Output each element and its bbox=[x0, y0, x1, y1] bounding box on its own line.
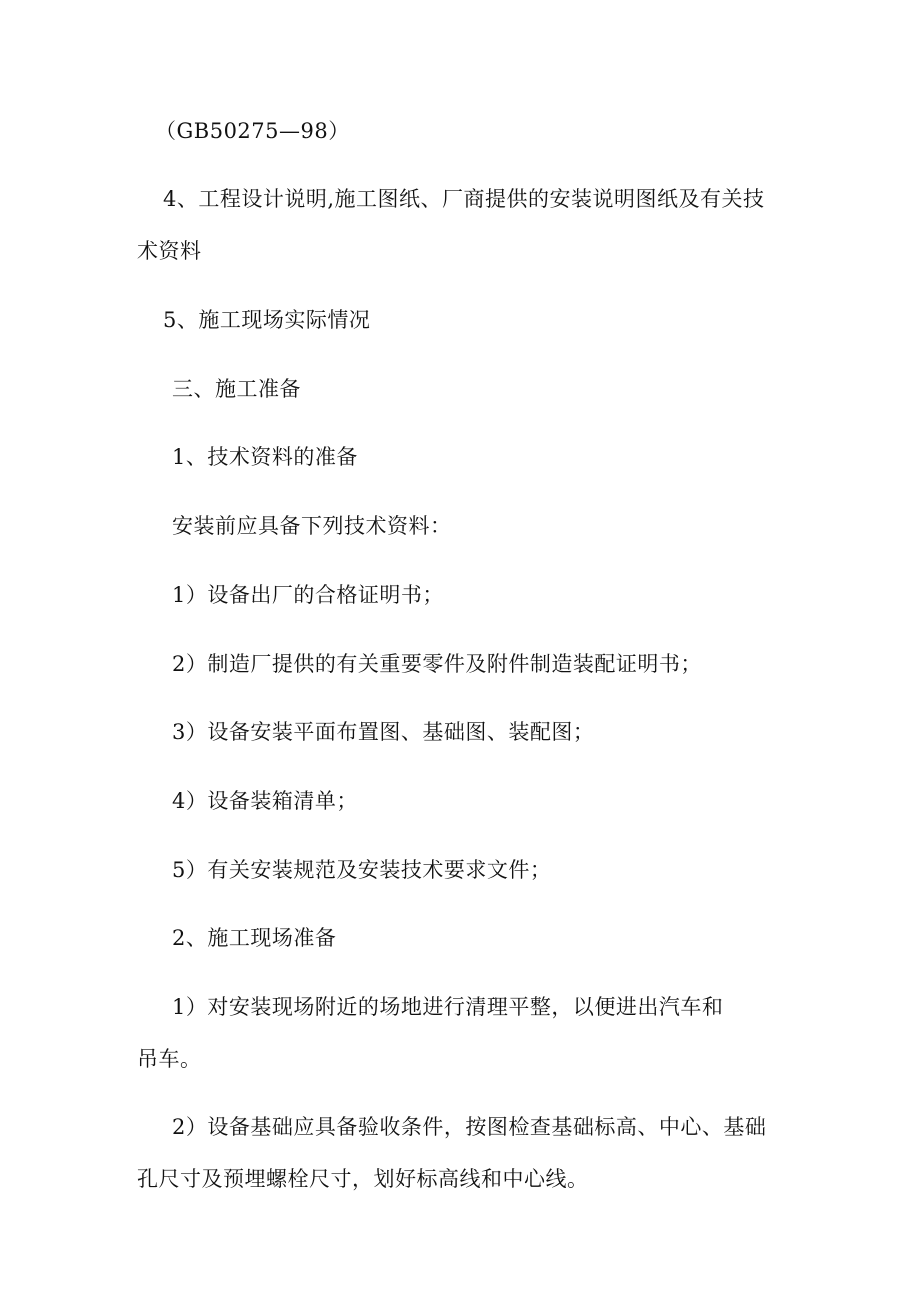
tech-doc-item-5: 5）有关安装规范及安装技术要求文件； bbox=[172, 858, 552, 882]
standard-code-line: （GB50275—98） bbox=[155, 119, 350, 143]
tech-doc-item-1: 1）设备出厂的合格证明书； bbox=[172, 583, 444, 607]
section-3-heading: 三、施工准备 bbox=[172, 377, 301, 401]
item-4-continuation-line: 术资料 bbox=[137, 239, 202, 263]
tech-doc-item-3: 3）设备安装平面布置图、基础图、装配图； bbox=[172, 720, 595, 744]
item-5-line: 5、施工现场实际情况 bbox=[163, 308, 371, 332]
tech-doc-item-2: 2）制造厂提供的有关重要零件及附件制造装配证明书； bbox=[172, 652, 702, 676]
item-4-line: 4、工程设计说明,施工图纸、厂商提供的安装说明图纸及有关技 bbox=[163, 187, 765, 211]
site-prep-item-2-continuation: 孔尺寸及预埋螺栓尺寸，划好标高线和中心线。 bbox=[137, 1167, 589, 1191]
site-prep-item-2: 2）设备基础应具备验收条件，按图检查基础标高、中心、基础 bbox=[172, 1115, 767, 1139]
site-prep-item-1-continuation: 吊车。 bbox=[137, 1047, 202, 1071]
site-prep-item-1: 1）对安装现场附近的场地进行清理平整，以便进出汽车和 bbox=[172, 995, 724, 1019]
subsection-2-heading: 2、施工现场准备 bbox=[172, 926, 337, 950]
tech-docs-intro-line: 安装前应具备下列技术资料： bbox=[172, 514, 452, 538]
subsection-1-heading: 1、技术资料的准备 bbox=[172, 445, 358, 469]
tech-doc-item-4: 4）设备装箱清单； bbox=[172, 789, 358, 813]
